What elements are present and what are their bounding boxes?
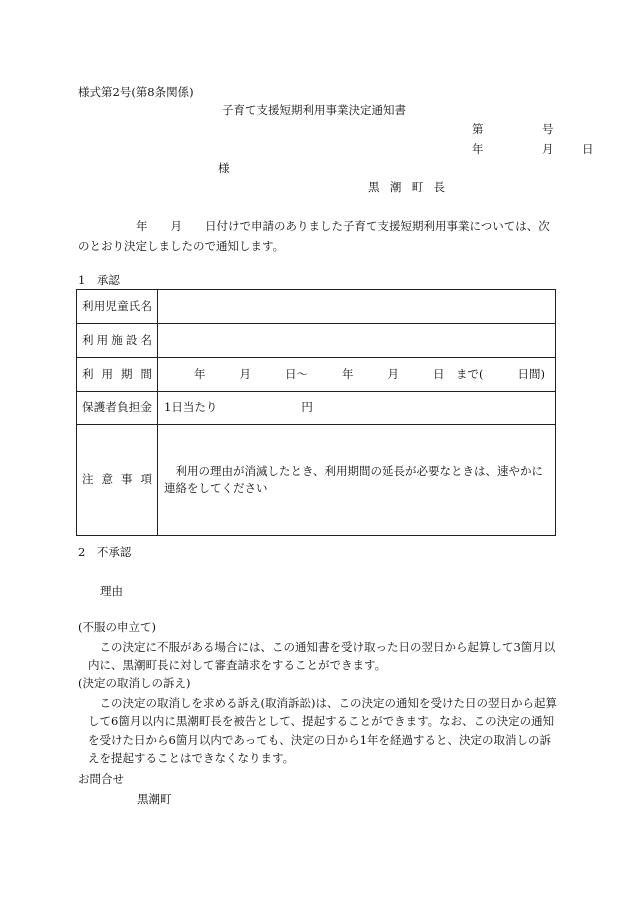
fee-unit: 円 (301, 400, 313, 415)
notes-field (158, 425, 556, 536)
facility-label: 利用施設名 (77, 324, 158, 358)
fee-field[interactable] (158, 392, 556, 425)
period-start-day: 日～ (285, 366, 308, 381)
notes-text: 利用の理由が消滅したとき、利用期間の延長が必要なときは、速やかに連絡をしてください (164, 464, 544, 495)
recipient-suffix: 様 (218, 161, 230, 175)
period-field[interactable] (158, 358, 556, 392)
table-row (77, 290, 556, 324)
notes-label: 注意事項 (77, 425, 158, 536)
period-days: 日間) (517, 366, 545, 381)
document-title: 子育て支援短期利用事業決定通知書 (222, 103, 406, 117)
period-end-month: 月 (387, 366, 399, 381)
intro-text: 年 月 日付けで申請のありました子育て支援短期利用事業については、次のとおり決定しましたので通知します。 (78, 219, 550, 253)
table-row (77, 392, 556, 425)
form-label: 様式第2号(第8条関係) (78, 85, 194, 99)
lawsuit-heading: (決定の取消しの訴え) (78, 676, 191, 690)
period-label: 利用期間 (77, 358, 158, 392)
section-rejection-heading: 2 不承認 (78, 545, 132, 559)
objection-paragraph: この決定に不服がある場合には、この通知書を受け取った日の翌日から起算して3箇月以内に、黒潮町長に対して審査請求をすることができます。 (88, 640, 556, 673)
inquiry-organization: 黒潮町 (137, 792, 172, 806)
table-row (77, 324, 556, 358)
period-start-year: 年 (194, 366, 206, 381)
table-row (77, 425, 556, 536)
facility-field[interactable] (158, 324, 556, 358)
period-end-year: 年 (342, 366, 354, 381)
table-row (77, 358, 556, 392)
date-day: 日 (582, 142, 594, 156)
period-end-day: 日 まで( (433, 366, 484, 381)
fee-prefix: 1日当たり (164, 400, 218, 415)
inquiry-label: お問合せ (78, 772, 124, 786)
child-name-field[interactable] (158, 290, 556, 324)
date-month: 月 (542, 142, 554, 156)
period-start-month: 月 (239, 366, 251, 381)
issue-date (472, 142, 594, 158)
objection-heading: (不服の申立て) (78, 620, 156, 634)
child-name-label: 利用児童氏名 (77, 290, 158, 324)
doc-number-suffix: 号 (542, 122, 554, 136)
section-approval-heading: 1 承認 (78, 273, 120, 287)
doc-number-prefix: 第 (472, 122, 484, 136)
approval-table (76, 289, 556, 536)
reason-label: 理由 (100, 584, 123, 598)
intro-paragraph (78, 217, 556, 256)
date-year: 年 (472, 142, 484, 156)
fee-label: 保護者負担金 (77, 392, 158, 425)
issuer-name: 黒潮町長 (368, 180, 456, 194)
lawsuit-paragraph: この決定の取消しを求める訴え(取消訴訟)は、この決定の通知を受けた日の翌日から起算して6箇月以内に黒潮町長を被告として、提起することができます。なお、この決定の通知を受けた日から6箇月以内であっても、決定の日から1年を経過すると、決定の取消しの訴えを提起することはできなくなります。 (88, 696, 557, 766)
